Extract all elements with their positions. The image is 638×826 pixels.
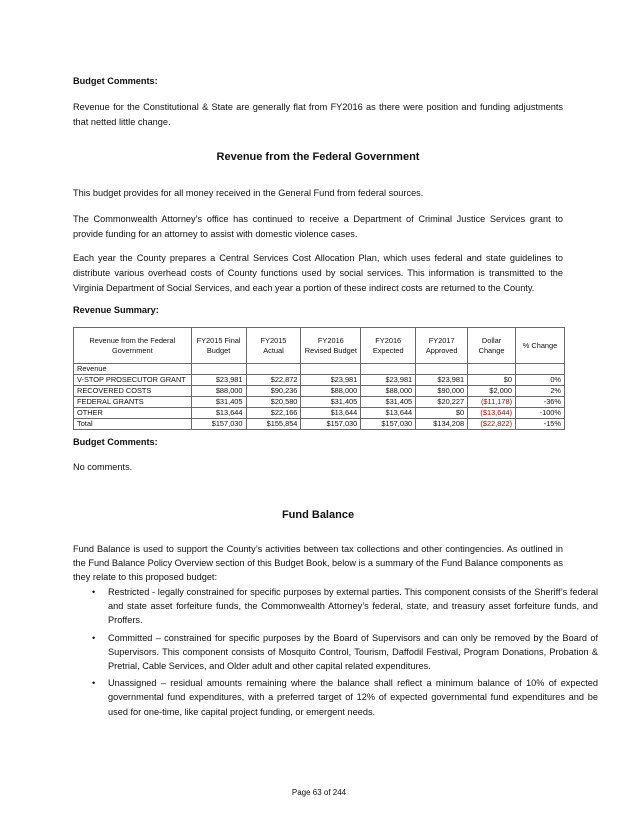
bullet-icon: • xyxy=(92,587,96,597)
fund-balance-list xyxy=(73,585,598,722)
fund-balance-intro: Fund Balance is used to support the County’s activities between tax collections and other contingencies. As outlined in the Fund Balance Policy Overview section of this Budget Book, below is a summary of the Fund Balance components as they relate to this proposed budget: xyxy=(73,544,563,583)
table-row xyxy=(74,397,565,408)
row-label: OTHER xyxy=(74,408,192,419)
table-cell: -15% xyxy=(516,419,565,430)
row-label: FEDERAL GRANTS xyxy=(74,397,192,408)
table-cell: $13,644 xyxy=(361,408,416,419)
table-header: FY2016 Revised Budget xyxy=(301,328,361,364)
table-cell: $155,854 xyxy=(246,419,301,430)
table-header: FY2015 Final Budget xyxy=(191,328,246,364)
page-number: Page 63 of 244 xyxy=(291,788,347,797)
table-cell: $23,981 xyxy=(416,375,468,386)
fund-balance-title: Fund Balance xyxy=(281,509,355,521)
bullet-icon: • xyxy=(92,678,96,689)
table-cell-negative: ($13,644) xyxy=(468,408,516,419)
table-cell: $0 xyxy=(468,375,516,386)
table-header: FY2015 Actual xyxy=(246,328,301,364)
table-cell: $134,208 xyxy=(416,419,468,430)
table-total-row xyxy=(74,419,565,430)
table-header: % Change xyxy=(516,328,565,364)
list-item xyxy=(92,631,598,674)
table-cell-negative: ($22,822) xyxy=(468,419,516,430)
table-cell: $88,000 xyxy=(191,386,246,397)
table-cell: 2% xyxy=(516,386,565,397)
list-item-text: Committed – constrained for specific purposes by the Board of Supervisors and can only be removed by the Board of Supervisors. This component consists of Mosquito Control, Tourism, Daffodil Festival, Program Donations, Probation & Pretrial, Cable Services, and Older adult and other capital related expenditures. xyxy=(108,632,598,672)
table-cell: $90,236 xyxy=(246,386,301,397)
section-label: Revenue xyxy=(74,364,192,375)
budget-comments-text-2: No comments. xyxy=(73,462,133,472)
table-cell: $31,405 xyxy=(191,397,246,408)
table-cell: $157,030 xyxy=(301,419,361,430)
table-cell: $90,000 xyxy=(416,386,468,397)
table-row xyxy=(74,386,565,397)
table-header: FY2017 Approved xyxy=(416,328,468,364)
row-label: RECOVERED COSTS xyxy=(74,386,192,397)
table-header: FY2016 Expected xyxy=(361,328,416,364)
table-header: Revenue from the Federal Government xyxy=(74,328,192,364)
table-header-row xyxy=(74,328,565,364)
budget-comments-text: Revenue for the Constitutional & State are generally flat from FY2016 as there were position and funding adjustments that netted little change. xyxy=(73,102,563,127)
table-cell: $22,872 xyxy=(246,375,301,386)
federal-paragraph-2: The Commonwealth Attorney’s office has continued to receive a Department of Criminal Justice Services grant to provide funding for an attorney to assist with domestic violence cases. xyxy=(73,214,563,239)
table-cell: $23,981 xyxy=(191,375,246,386)
revenue-summary-table xyxy=(73,327,565,430)
federal-paragraph-3: Each year the County prepares a Central Services Cost Allocation Plan, which uses federal and state guidelines to distribute various overhead costs of County functions used by social services. This information is transmitted to the Virginia Department of Social Services, and each year a portion of these indirect costs are returned to the County. xyxy=(73,253,563,293)
federal-section-title: Revenue from the Federal Government xyxy=(216,151,420,163)
bullet-icon: • xyxy=(92,632,96,643)
table-cell: -100% xyxy=(516,408,565,419)
table-cell: $157,030 xyxy=(191,419,246,430)
table-cell: $31,405 xyxy=(361,397,416,408)
table-cell: $2,000 xyxy=(468,386,516,397)
list-item xyxy=(92,585,598,628)
table-row xyxy=(74,408,565,419)
table-cell: $13,644 xyxy=(191,408,246,419)
list-item xyxy=(92,676,598,719)
row-label: V-STOP PROSECUTOR GRANT xyxy=(74,375,192,386)
list-item-text: Unassigned – residual amounts remaining where the balance shall reflect a minimum balance of 10% of expected governmental fund expenditures, with a preferred target of 12% of expected governmental fund expenditures and be used for one-time, like capital project funding, or emergent needs. xyxy=(108,678,598,717)
table-cell: $20,227 xyxy=(416,397,468,408)
table-cell: $23,981 xyxy=(301,375,361,386)
table-section-row xyxy=(74,364,565,375)
table-cell: 0% xyxy=(516,375,565,386)
table-cell: $20,580 xyxy=(246,397,301,408)
table-cell: $0 xyxy=(416,408,468,419)
table-cell: $13,644 xyxy=(301,408,361,419)
table-cell: $157,030 xyxy=(361,419,416,430)
table-header: Dollar Change xyxy=(468,328,516,364)
revenue-summary-heading: Revenue Summary: xyxy=(73,305,159,315)
table-cell-negative: ($11,178) xyxy=(468,397,516,408)
table-cell: -36% xyxy=(516,397,565,408)
table-cell: $31,405 xyxy=(301,397,361,408)
budget-comments-heading-2: Budget Comments: xyxy=(73,437,158,447)
table-cell: $88,000 xyxy=(361,386,416,397)
table-cell: $22,166 xyxy=(246,408,301,419)
table-row xyxy=(74,375,565,386)
row-label: Total xyxy=(74,419,192,430)
list-item-text: Restricted - legally constrained for specific purposes by external parties. This component consists of the Sheriff’s federal and state asset forfeiture funds, the Commonwealth Attorney’s federal, state, and treasury asset forfeiture funds, and Proffers. xyxy=(108,587,598,626)
table-cell: $88,000 xyxy=(301,386,361,397)
budget-comments-heading: Budget Comments: xyxy=(73,76,158,86)
table-cell: $23,981 xyxy=(361,375,416,386)
federal-paragraph-1: This budget provides for all money received in the General Fund from federal sources. xyxy=(73,188,424,198)
